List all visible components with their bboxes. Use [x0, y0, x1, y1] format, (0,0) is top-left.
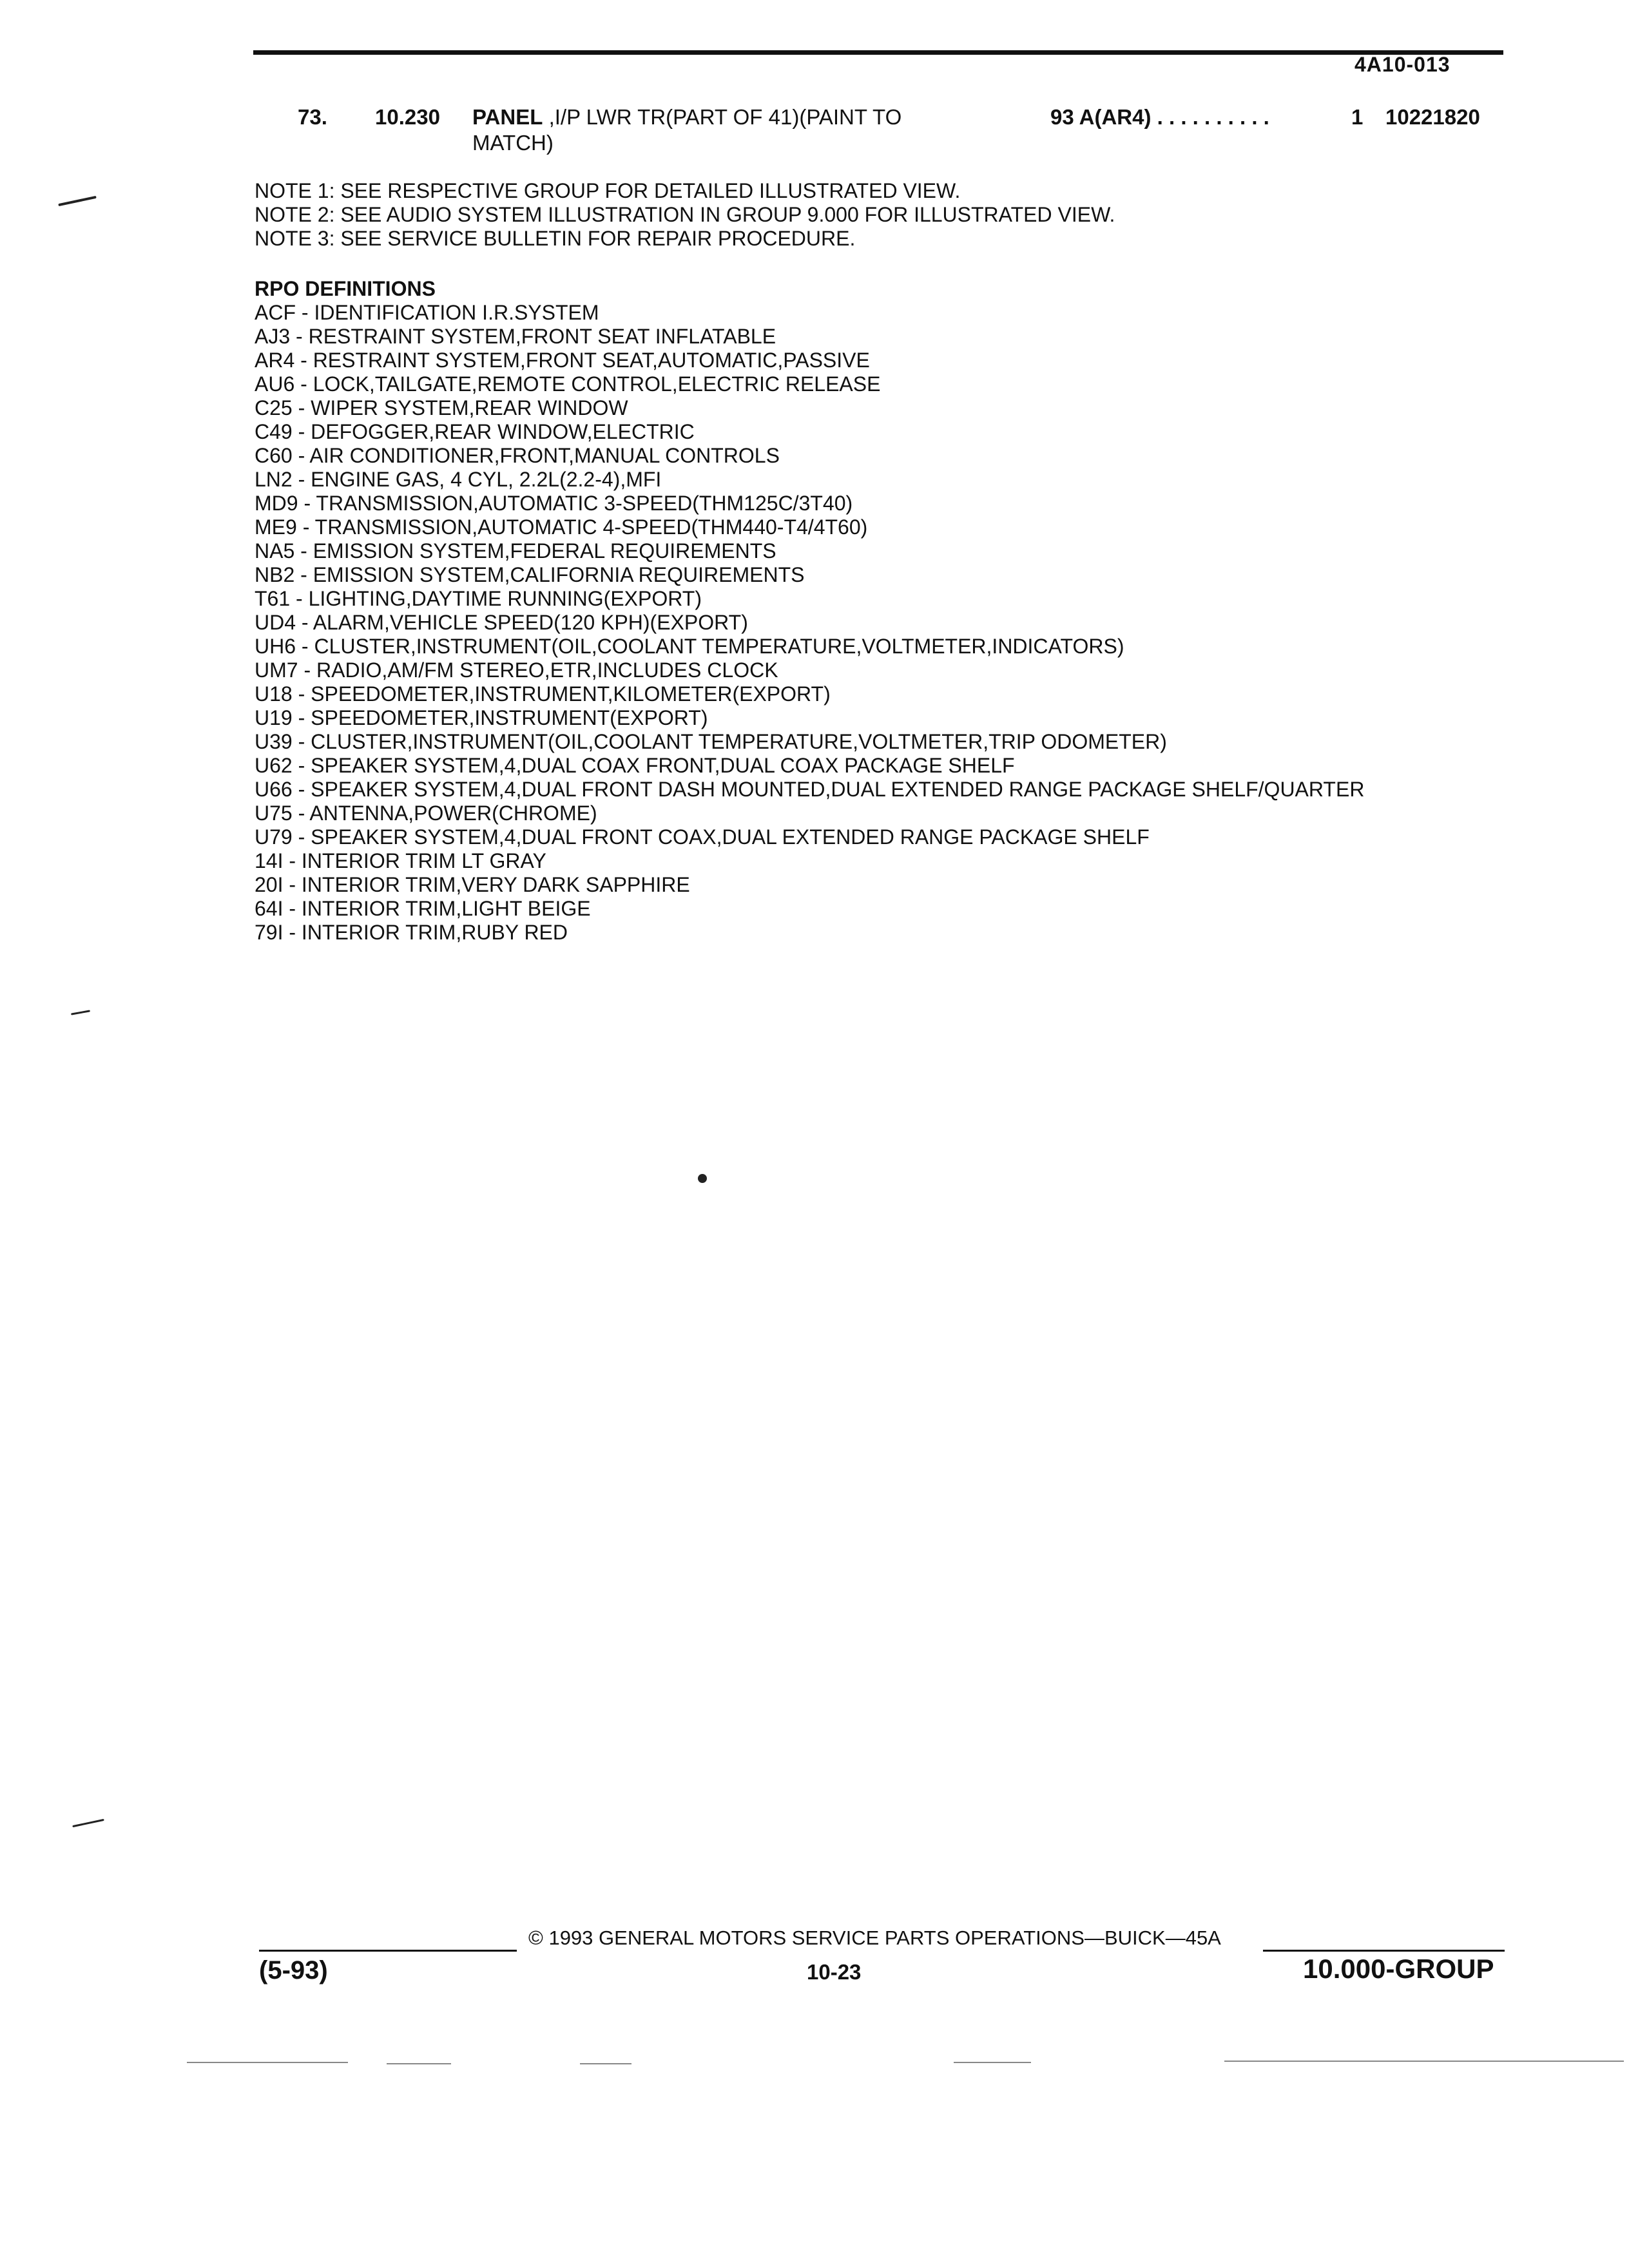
rpo-item: U39 - CLUSTER,INSTRUMENT(OIL,COOLANT TEMPERATURE,VOLTMETER,TRIP ODOMETER) [255, 730, 1167, 753]
rpo-item: U62 - SPEAKER SYSTEM,4,DUAL COAX FRONT,DUAL COAX PACKAGE SHELF [255, 754, 1015, 777]
scan-line [387, 2063, 451, 2064]
rpo-item: ME9 - TRANSMISSION,AUTOMATIC 4-SPEED(THM440-T4/4T60) [255, 515, 868, 539]
scan-mark [71, 1010, 90, 1015]
page-code: 4A10-013 [1354, 53, 1451, 76]
note-1: NOTE 1: SEE RESPECTIVE GROUP FOR DETAILED ILLUSTRATED VIEW. [255, 179, 961, 202]
rpo-item: 14I - INTERIOR TRIM LT GRAY [255, 849, 546, 872]
rpo-item: NB2 - EMISSION SYSTEM,CALIFORNIA REQUIREMENTS [255, 563, 805, 586]
entry-number: 73. [298, 105, 327, 129]
footer-group: 10.000-GROUP [1303, 1954, 1494, 1984]
rpo-item: C25 - WIPER SYSTEM,REAR WINDOW [255, 396, 628, 419]
rpo-item: 64I - INTERIOR TRIM,LIGHT BEIGE [255, 897, 591, 920]
footer-date: (5-93) [259, 1956, 328, 1984]
rpo-item: LN2 - ENGINE GAS, 4 CYL, 2.2L(2.2-4),MFI [255, 468, 662, 491]
rpo-item: AU6 - LOCK,TAILGATE,REMOTE CONTROL,ELECTRIC RELEASE [255, 372, 881, 396]
rpo-item: 79I - INTERIOR TRIM,RUBY RED [255, 921, 568, 944]
entry-description-text: ,I/P LWR TR(PART OF 41)(PAINT TO MATCH) [472, 105, 902, 155]
rpo-item: U75 - ANTENNA,POWER(CHROME) [255, 802, 597, 825]
rpo-item: U19 - SPEEDOMETER,INSTRUMENT(EXPORT) [255, 706, 708, 729]
scan-mark [58, 196, 97, 206]
note-2: NOTE 2: SEE AUDIO SYSTEM ILLUSTRATION IN GROUP 9.000 FOR ILLUSTRATED VIEW. [255, 203, 1115, 226]
rpo-item: AR4 - RESTRAINT SYSTEM,FRONT SEAT,AUTOMATIC,PASSIVE [255, 349, 870, 372]
entry-count: 1 [1351, 105, 1364, 129]
footer-rule-left [259, 1950, 517, 1952]
rpo-item: U18 - SPEEDOMETER,INSTRUMENT,KILOMETER(EXPORT) [255, 682, 831, 706]
rpo-item: UM7 - RADIO,AM/FM STEREO,ETR,INCLUDES CLOCK [255, 658, 778, 682]
top-rule [253, 50, 1503, 55]
rpo-item: C49 - DEFOGGER,REAR WINDOW,ELECTRIC [255, 420, 695, 443]
scan-line [187, 2062, 348, 2063]
rpo-item: AJ3 - RESTRAINT SYSTEM,FRONT SEAT INFLATABLE [255, 325, 776, 348]
rpo-item: NA5 - EMISSION SYSTEM,FEDERAL REQUIREMENTS [255, 539, 776, 562]
notes-block [255, 179, 1115, 251]
scan-mark [72, 1819, 104, 1827]
rpo-item: UH6 - CLUSTER,INSTRUMENT(OIL,COOLANT TEMPERATURE,VOLTMETER,INDICATORS) [255, 635, 1124, 658]
scan-line [1224, 2061, 1624, 2062]
rpo-item: C60 - AIR CONDITIONER,FRONT,MANUAL CONTROLS [255, 444, 780, 467]
rpo-item: 20I - INTERIOR TRIM,VERY DARK SAPPHIRE [255, 873, 690, 896]
note-3: NOTE 3: SEE SERVICE BULLETIN FOR REPAIR PROCEDURE. [255, 227, 856, 250]
entry-description [472, 104, 975, 156]
rpo-item: U79 - SPEAKER SYSTEM,4,DUAL FRONT COAX,DUAL EXTENDED RANGE PACKAGE SHELF [255, 825, 1150, 849]
rpo-item: U66 - SPEAKER SYSTEM,4,DUAL FRONT DASH MOUNTED,DUAL EXTENDED RANGE PACKAGE SHELF/QUARTER [255, 778, 1365, 801]
entry-year-code: 93 A(AR4) . . . . . . . . . . [1050, 105, 1269, 129]
scan-line [580, 2063, 631, 2064]
entry-part-number: 10221820 [1385, 105, 1480, 129]
rpo-item: T61 - LIGHTING,DAYTIME RUNNING(EXPORT) [255, 587, 702, 610]
rpo-definitions [255, 277, 1364, 945]
entry-name: PANEL [472, 105, 543, 129]
entry-group: 10.230 [375, 105, 440, 129]
footer-page-number: 10-23 [807, 1960, 862, 1984]
rpo-title: RPO DEFINITIONS [255, 277, 436, 300]
scan-line [954, 2062, 1031, 2063]
rpo-item: MD9 - TRANSMISSION,AUTOMATIC 3-SPEED(THM125C/3T40) [255, 492, 853, 515]
footer-copyright: © 1993 GENERAL MOTORS SERVICE PARTS OPERATIONS—BUICK—45A [528, 1927, 1221, 1949]
scan-dot [698, 1174, 707, 1183]
rpo-item: ACF - IDENTIFICATION I.R.SYSTEM [255, 301, 599, 324]
footer-rule-right [1263, 1950, 1505, 1952]
rpo-item: UD4 - ALARM,VEHICLE SPEED(120 KPH)(EXPORT) [255, 611, 748, 634]
